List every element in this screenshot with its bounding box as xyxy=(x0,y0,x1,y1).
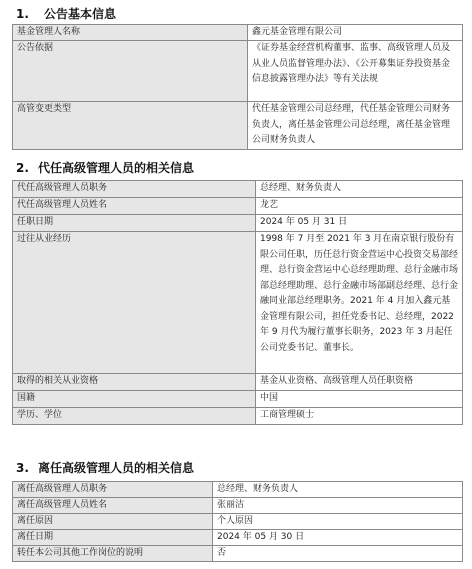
table-row xyxy=(13,498,463,514)
row-label: 取得的相关从业资格 xyxy=(13,374,256,391)
section-3-title: 离任高级管理人员的相关信息 xyxy=(38,461,195,475)
row-value: 代任基金管理公司总经理，代任基金管理公司财务负责人，离任基金管理公司总经理，离任基金管理公司财务负责人 xyxy=(248,102,463,150)
row-label: 离任高级管理人员姓名 xyxy=(13,498,213,514)
row-label: 离任高级管理人员职务 xyxy=(13,482,213,498)
row-value: 个人原因 xyxy=(213,514,463,530)
section-1-number: 1. xyxy=(16,7,29,21)
row-label: 离任原因 xyxy=(13,514,213,530)
table-row xyxy=(13,514,463,530)
row-value: 总经理、财务负责人 xyxy=(256,181,463,198)
row-value: 中国 xyxy=(256,391,463,408)
section-3-heading xyxy=(16,460,194,476)
row-value: 工商管理硕士 xyxy=(256,408,463,425)
section-1-heading xyxy=(16,6,116,22)
row-label: 过往从业经历 xyxy=(13,232,256,374)
row-label: 代任高级管理人员职务 xyxy=(13,181,256,198)
table-row xyxy=(13,102,463,150)
row-label: 转任本公司其他工作岗位的说明 xyxy=(13,546,213,562)
row-value: 2024 年 05 月 31 日 xyxy=(256,215,463,232)
section-3-number: 3. xyxy=(16,461,29,475)
row-value: 基金从业资格、高级管理人员任职资格 xyxy=(256,374,463,391)
row-value: 总经理、财务负责人 xyxy=(213,482,463,498)
row-label: 任职日期 xyxy=(13,215,256,232)
row-label: 公告依据 xyxy=(13,41,248,102)
table-row xyxy=(13,374,463,391)
table-row xyxy=(13,530,463,546)
row-label: 国籍 xyxy=(13,391,256,408)
table-row xyxy=(13,546,463,562)
section-2-title: 代任高级管理人员的相关信息 xyxy=(38,161,195,175)
table-row xyxy=(13,391,463,408)
row-value: 否 xyxy=(213,546,463,562)
row-value: 鑫元基金管理有限公司 xyxy=(248,25,463,41)
table-row xyxy=(13,482,463,498)
row-label: 代任高级管理人员姓名 xyxy=(13,198,256,215)
row-label: 离任日期 xyxy=(13,530,213,546)
section-2-number: 2. xyxy=(16,161,29,175)
section-2-table xyxy=(12,180,463,425)
table-row xyxy=(13,198,463,215)
table-row xyxy=(13,41,463,102)
row-value: 2024 年 05 月 30 日 xyxy=(213,530,463,546)
row-value: 龙艺 xyxy=(256,198,463,215)
table-row xyxy=(13,181,463,198)
section-1-title: 公告基本信息 xyxy=(44,7,117,21)
table-row xyxy=(13,215,463,232)
row-label: 基金管理人名称 xyxy=(13,25,248,41)
section-3-table xyxy=(12,481,463,562)
section-1-table xyxy=(12,24,463,150)
row-value: 《证券基金经营机构董事、监事、高级管理人员及从业人员监督管理办法》、《公开募集证券投资基金信息披露管理办法》等有关法规 xyxy=(248,41,463,102)
row-value: 张丽洁 xyxy=(213,498,463,514)
row-label: 高管变更类型 xyxy=(13,102,248,150)
section-2-heading xyxy=(16,160,194,176)
row-value: 1998 年 7 月至 2021 年 3 月在南京银行股份有限公司任职，历任总行资金营运中心投资交易部经理、总行资金营运中心总经理助理、总行金融市场部总经理助理、总行金融市场部副总经理、总行金融同业部总经理职务。2021 年 4 月加入鑫元基金管理有限公司，担任党委书记、总经理，2022 年 9 月代为履行董事长职务，2023 年 3 月起任公司党委书记、董事长。 xyxy=(256,232,463,374)
row-label: 学历、学位 xyxy=(13,408,256,425)
table-row xyxy=(13,25,463,41)
table-row xyxy=(13,408,463,425)
table-row xyxy=(13,232,463,374)
